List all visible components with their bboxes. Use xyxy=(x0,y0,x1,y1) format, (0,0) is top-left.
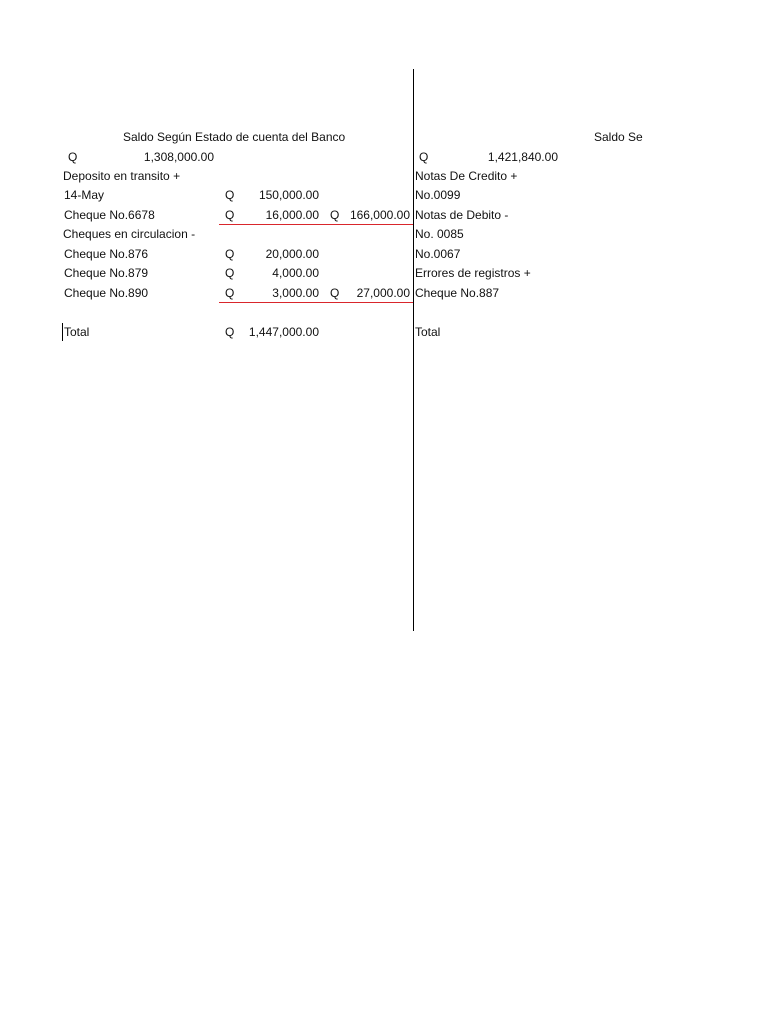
cheque-subtotal-currency: Q xyxy=(330,286,340,300)
deposit-row-label: Cheque No.6678 xyxy=(64,208,155,222)
deposit-row-currency: Q xyxy=(225,188,235,202)
left-opening-amount: 1,308,000.00 xyxy=(143,150,214,164)
left-total-currency: Q xyxy=(225,325,235,339)
left-total-amount: 1,447,000.00 xyxy=(248,325,319,339)
deposit-row-amount: 150,000.00 xyxy=(258,188,319,202)
page-divider xyxy=(413,69,414,631)
right-row: No.0099 xyxy=(415,188,461,202)
deposit-header: Deposito en transito + xyxy=(63,169,181,183)
cheque-row-amount: 4,000.00 xyxy=(272,266,319,280)
cheques-header: Cheques en circulacion - xyxy=(63,227,196,241)
left-opening-currency: Q xyxy=(68,150,78,164)
right-row: Cheque No.887 xyxy=(415,286,500,300)
deposit-row-label: 14-May xyxy=(64,188,105,202)
right-row: Errores de registros + xyxy=(415,266,531,280)
cheque-row-amount: 20,000.00 xyxy=(265,247,319,261)
cheque-row-label: Cheque No.879 xyxy=(64,266,149,280)
deposit-row-amount: 16,000.00 xyxy=(265,208,319,222)
right-opening-amount: 1,421,840.00 xyxy=(487,150,558,164)
cheque-row-currency: Q xyxy=(225,247,235,261)
cheque-row-currency: Q xyxy=(225,286,235,300)
right-row: No.0067 xyxy=(415,247,461,261)
deposit-subtotal-currency: Q xyxy=(330,208,340,222)
deposit-underline xyxy=(219,224,413,225)
deposit-row-currency: Q xyxy=(225,208,235,222)
left-title: Saldo Según Estado de cuenta del Banco xyxy=(123,130,346,144)
text-cursor xyxy=(62,323,63,341)
right-row: Notas De Credito + xyxy=(415,169,518,183)
right-total-label: Total xyxy=(415,325,441,339)
right-opening-currency: Q xyxy=(419,150,429,164)
right-row: Notas de Debito - xyxy=(415,208,509,222)
cheque-subtotal-amount: 27,000.00 xyxy=(356,286,410,300)
cheque-row-label: Cheque No.876 xyxy=(64,247,149,261)
right-row: No. 0085 xyxy=(415,227,464,241)
cheque-underline xyxy=(219,302,413,303)
left-total-label: Total xyxy=(64,325,90,339)
cheque-row-amount: 3,000.00 xyxy=(272,286,319,300)
cheque-row-currency: Q xyxy=(225,266,235,280)
deposit-subtotal-amount: 166,000.00 xyxy=(349,208,410,222)
cheque-row-label: Cheque No.890 xyxy=(64,286,149,300)
right-title: Saldo Se xyxy=(594,130,643,144)
